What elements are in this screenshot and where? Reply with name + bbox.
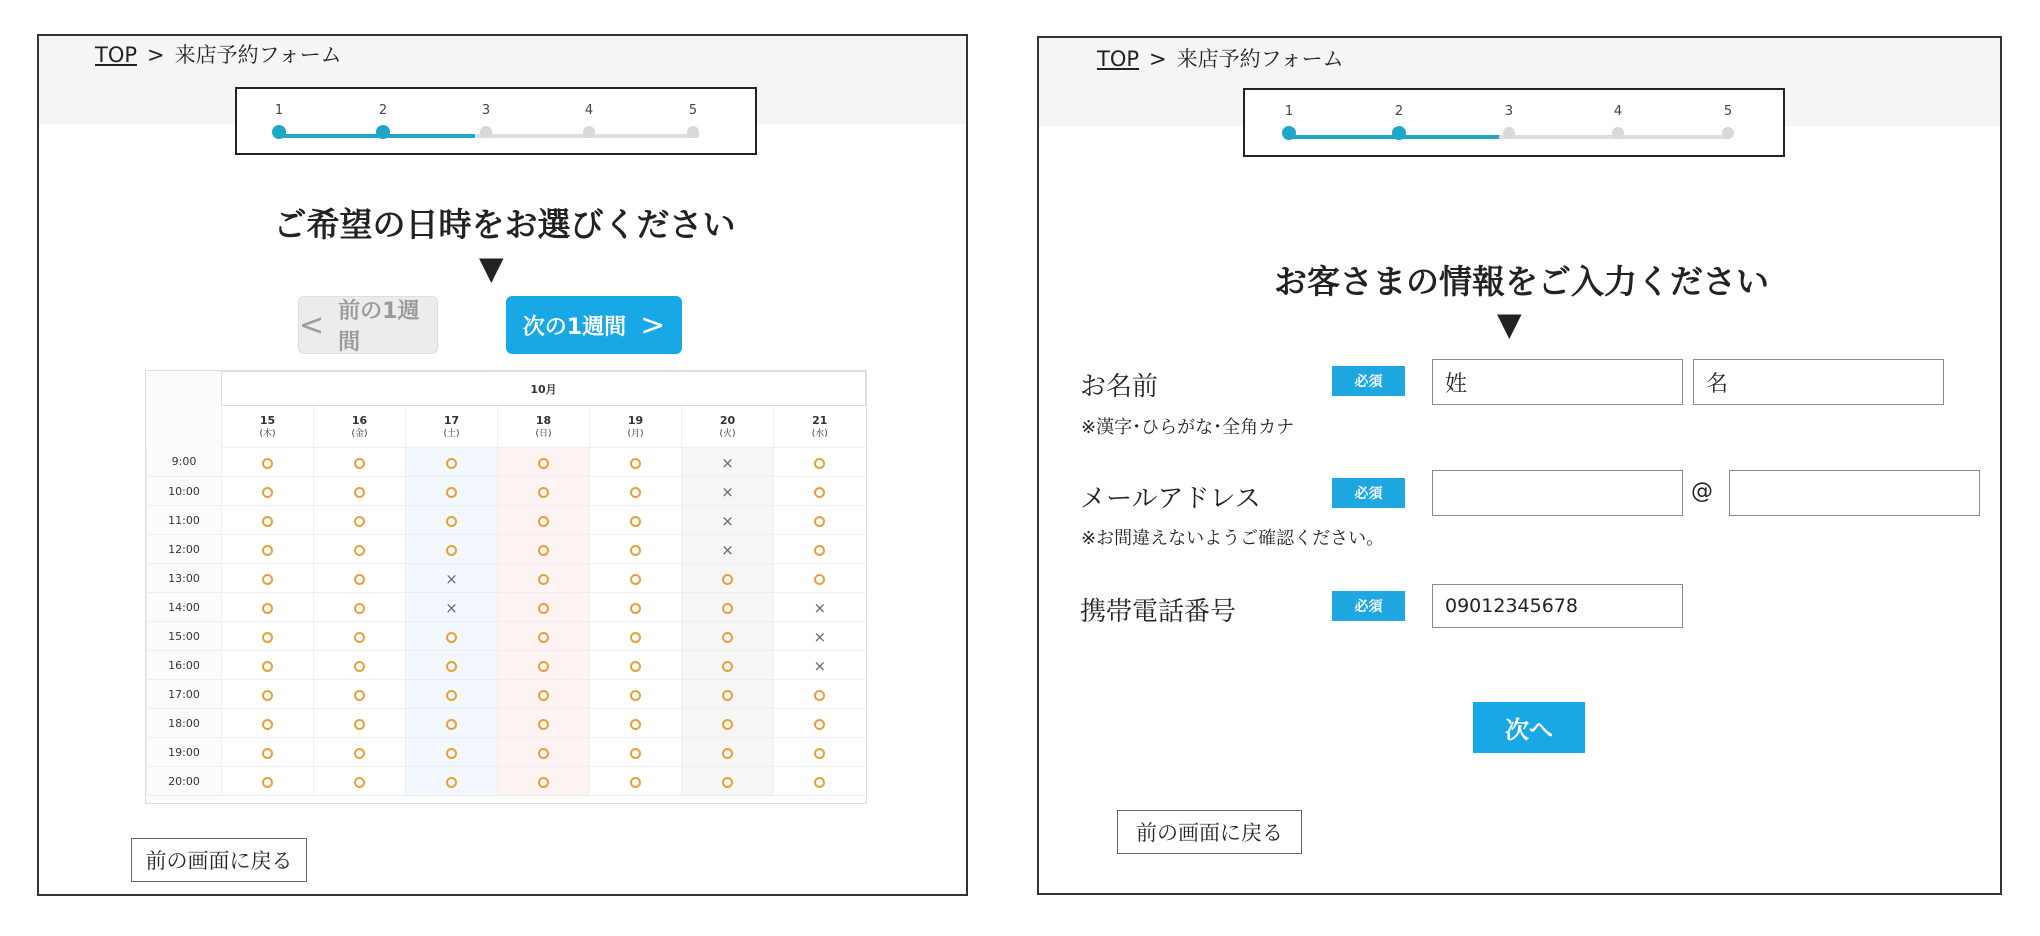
available-circle-icon [446, 545, 457, 556]
available-circle-icon [354, 458, 365, 469]
breadcrumb [95, 39, 342, 69]
available-slot[interactable] [774, 506, 866, 535]
available-slot[interactable] [682, 767, 774, 796]
available-circle-icon [630, 661, 641, 672]
phone-input[interactable]: 09012345678 [1432, 584, 1683, 628]
available-slot[interactable] [406, 738, 498, 767]
available-circle-icon [446, 661, 457, 672]
available-slot[interactable] [774, 680, 866, 709]
calendar-row [147, 738, 866, 767]
available-slot[interactable] [406, 535, 498, 564]
available-slot[interactable] [590, 622, 682, 651]
available-circle-icon [262, 603, 273, 614]
unavailable-slot [682, 477, 774, 506]
available-slot[interactable] [314, 593, 406, 622]
breadcrumb-top-link[interactable]: TOP [1097, 47, 1140, 71]
email-local-input[interactable] [1432, 470, 1683, 516]
calendar-month: 10月 [222, 372, 866, 406]
available-circle-icon [814, 516, 825, 527]
available-slot[interactable] [682, 738, 774, 767]
step-2: 2 [368, 103, 398, 139]
available-circle-icon [262, 516, 273, 527]
available-slot[interactable] [498, 535, 590, 564]
available-circle-icon [262, 458, 273, 469]
back-button[interactable]: 前の画面に戻る [131, 838, 307, 882]
available-slot[interactable] [222, 738, 314, 767]
step-5: 5 [1713, 104, 1743, 139]
unavailable-cross-icon: × [721, 482, 734, 501]
unavailable-cross-icon: × [721, 540, 734, 559]
available-slot[interactable] [222, 535, 314, 564]
email-domain-input[interactable] [1729, 470, 1980, 516]
available-slot[interactable] [774, 535, 866, 564]
date-selection-panel [37, 34, 968, 896]
email-label: メールアドレス [1080, 484, 1261, 514]
available-circle-icon [630, 632, 641, 643]
available-circle-icon [630, 748, 641, 759]
available-circle-icon [814, 545, 825, 556]
step-4: 4 [1603, 104, 1633, 139]
available-circle-icon [354, 777, 365, 788]
calendar-row [147, 564, 866, 593]
available-slot[interactable] [222, 709, 314, 738]
unavailable-cross-icon: × [721, 453, 734, 472]
calendar-row [147, 477, 866, 506]
time-label: 9:00 [147, 448, 222, 477]
step-5: 5 [678, 103, 708, 138]
available-slot[interactable] [314, 651, 406, 680]
available-circle-icon [354, 603, 365, 614]
available-slot[interactable] [314, 767, 406, 796]
available-slot[interactable] [222, 680, 314, 709]
available-slot[interactable] [406, 651, 498, 680]
available-slot[interactable] [682, 622, 774, 651]
unavailable-slot [774, 651, 866, 680]
available-slot[interactable] [498, 738, 590, 767]
available-slot[interactable] [498, 477, 590, 506]
available-circle-icon [262, 661, 273, 672]
available-circle-icon [538, 719, 549, 730]
available-circle-icon [262, 719, 273, 730]
calendar-corner [147, 372, 222, 406]
available-slot[interactable] [222, 593, 314, 622]
available-circle-icon [722, 690, 733, 701]
available-circle-icon [446, 690, 457, 701]
available-circle-icon [354, 574, 365, 585]
available-slot[interactable] [590, 593, 682, 622]
available-circle-icon [538, 690, 549, 701]
time-label: 12:00 [147, 535, 222, 564]
available-circle-icon [446, 748, 457, 759]
unavailable-cross-icon: × [813, 627, 827, 646]
first-name-input[interactable]: 名 [1693, 359, 1944, 405]
available-circle-icon [262, 632, 273, 643]
time-label: 14:00 [147, 593, 222, 622]
available-slot[interactable] [314, 680, 406, 709]
available-circle-icon [630, 458, 641, 469]
available-slot[interactable] [314, 564, 406, 593]
last-name-input[interactable]: 姓 [1432, 359, 1683, 405]
calendar-day-header: 19 (月) [590, 406, 682, 448]
available-slot[interactable] [498, 593, 590, 622]
available-circle-icon [722, 777, 733, 788]
available-slot[interactable] [498, 709, 590, 738]
calendar-row [147, 593, 866, 622]
step-4: 4 [574, 103, 604, 138]
time-label: 13:00 [147, 564, 222, 593]
breadcrumb-current: 来店予約フォーム [174, 43, 342, 67]
available-slot[interactable] [222, 477, 314, 506]
available-circle-icon [446, 487, 457, 498]
next-week-button[interactable] [506, 296, 682, 354]
chevron-right-icon: > [640, 307, 666, 343]
available-slot[interactable] [774, 564, 866, 593]
available-circle-icon [538, 632, 549, 643]
available-circle-icon [722, 661, 733, 672]
available-circle-icon [354, 545, 365, 556]
available-circle-icon [354, 632, 365, 643]
available-circle-icon [354, 719, 365, 730]
step-1: 1 [264, 103, 294, 139]
breadcrumb-separator: > [147, 43, 165, 67]
available-slot[interactable] [406, 680, 498, 709]
chevron-left-icon: < [299, 307, 325, 343]
available-circle-icon [262, 748, 273, 759]
breadcrumb-separator: > [1149, 47, 1167, 71]
available-circle-icon [630, 690, 641, 701]
calendar-day-header: 16 (金) [314, 406, 406, 448]
at-sign: @ [1691, 479, 1713, 504]
available-slot[interactable] [590, 448, 682, 477]
available-circle-icon [814, 690, 825, 701]
available-slot[interactable] [498, 622, 590, 651]
required-badge: 必須 [1332, 591, 1405, 621]
unavailable-slot [682, 448, 774, 477]
available-slot[interactable] [222, 564, 314, 593]
available-circle-icon [722, 719, 733, 730]
available-slot[interactable] [498, 564, 590, 593]
available-slot[interactable] [314, 622, 406, 651]
available-slot[interactable] [682, 709, 774, 738]
unavailable-slot [406, 593, 498, 622]
unavailable-cross-icon: × [813, 656, 827, 675]
time-label: 15:00 [147, 622, 222, 651]
available-circle-icon [262, 690, 273, 701]
available-slot[interactable] [498, 506, 590, 535]
available-circle-icon [446, 458, 457, 469]
available-circle-icon [262, 487, 273, 498]
available-circle-icon [630, 603, 641, 614]
available-circle-icon [630, 574, 641, 585]
calendar-day-header: 18 (日) [498, 406, 590, 448]
calendar-day-header: 17 (土) [406, 406, 498, 448]
unavailable-slot [774, 593, 866, 622]
calendar-row [147, 448, 866, 477]
unavailable-slot [774, 622, 866, 651]
time-label: 18:00 [147, 709, 222, 738]
available-slot[interactable] [682, 651, 774, 680]
page-heading: お客さまの情報をご入力ください [1274, 262, 1769, 301]
available-slot[interactable] [590, 680, 682, 709]
available-circle-icon [538, 516, 549, 527]
calendar-row [147, 622, 866, 651]
available-slot[interactable] [774, 477, 866, 506]
available-circle-icon [262, 545, 273, 556]
available-slot[interactable] [498, 448, 590, 477]
page-heading: ご希望の日時をお選びください [273, 205, 736, 244]
available-circle-icon [538, 458, 549, 469]
available-slot[interactable] [222, 448, 314, 477]
unavailable-slot [682, 506, 774, 535]
unavailable-slot [406, 564, 498, 593]
available-circle-icon [630, 545, 641, 556]
available-circle-icon [446, 516, 457, 527]
available-circle-icon [354, 690, 365, 701]
available-slot[interactable] [590, 709, 682, 738]
available-slot[interactable] [406, 448, 498, 477]
calendar-row [147, 535, 866, 564]
available-slot[interactable] [222, 767, 314, 796]
unavailable-cross-icon: × [721, 511, 734, 530]
progress-stepper [235, 87, 757, 155]
available-circle-icon [722, 603, 733, 614]
time-label: 20:00 [147, 767, 222, 796]
available-slot[interactable] [314, 477, 406, 506]
available-circle-icon [538, 574, 549, 585]
step-3: 3 [471, 103, 501, 138]
available-slot[interactable] [590, 767, 682, 796]
available-slot[interactable] [590, 564, 682, 593]
available-slot[interactable] [590, 651, 682, 680]
available-slot[interactable] [406, 477, 498, 506]
calendar-row [147, 680, 866, 709]
phone-label: 携帯電話番号 [1080, 597, 1237, 627]
available-slot[interactable] [590, 506, 682, 535]
available-circle-icon [814, 777, 825, 788]
available-circle-icon [814, 719, 825, 730]
available-slot[interactable] [498, 680, 590, 709]
unavailable-cross-icon: × [813, 598, 827, 617]
available-circle-icon [538, 545, 549, 556]
required-badge: 必須 [1332, 478, 1405, 508]
unavailable-cross-icon: × [445, 569, 458, 588]
time-label: 10:00 [147, 477, 222, 506]
available-circle-icon [814, 748, 825, 759]
arrow-down-icon: ▼ [479, 249, 504, 287]
calendar-day-header: 15 (木) [222, 406, 314, 448]
time-label: 11:00 [147, 506, 222, 535]
calendar-day-header: 21 (水) [774, 406, 866, 448]
arrow-down-icon: ▼ [1497, 305, 1522, 343]
customer-info-panel [1037, 36, 2002, 895]
available-slot[interactable] [682, 593, 774, 622]
email-note: ※お間違えないようご確認ください。 [1081, 528, 1385, 549]
required-badge: 必須 [1332, 366, 1405, 396]
available-circle-icon [538, 661, 549, 672]
available-slot[interactable] [774, 709, 866, 738]
unavailable-cross-icon: × [445, 598, 458, 617]
available-circle-icon [354, 661, 365, 672]
available-circle-icon [630, 777, 641, 788]
calendar-row [147, 767, 866, 796]
unavailable-slot [682, 535, 774, 564]
available-circle-icon [262, 574, 273, 585]
available-slot[interactable] [682, 564, 774, 593]
available-circle-icon [538, 487, 549, 498]
available-circle-icon [814, 487, 825, 498]
available-circle-icon [722, 632, 733, 643]
available-circle-icon [446, 777, 457, 788]
available-circle-icon [446, 632, 457, 643]
available-slot[interactable] [406, 767, 498, 796]
available-slot[interactable] [774, 448, 866, 477]
available-slot[interactable] [314, 506, 406, 535]
available-circle-icon [630, 487, 641, 498]
breadcrumb [1097, 43, 1344, 73]
available-circle-icon [446, 719, 457, 730]
available-slot[interactable] [314, 709, 406, 738]
available-circle-icon [814, 574, 825, 585]
step-1: 1 [1274, 104, 1304, 140]
available-circle-icon [630, 516, 641, 527]
available-circle-icon [538, 748, 549, 759]
available-slot[interactable] [590, 477, 682, 506]
calendar-row [147, 709, 866, 738]
calendar-row [147, 651, 866, 680]
available-slot[interactable] [314, 738, 406, 767]
available-circle-icon [262, 777, 273, 788]
available-slot[interactable] [222, 506, 314, 535]
available-circle-icon [354, 748, 365, 759]
calendar-row [147, 506, 866, 535]
calendar-corner [147, 406, 222, 448]
available-circle-icon [814, 458, 825, 469]
availability-calendar [145, 370, 867, 804]
available-circle-icon [538, 603, 549, 614]
available-slot[interactable] [498, 651, 590, 680]
breadcrumb-top-link[interactable]: TOP [95, 43, 138, 67]
available-slot[interactable] [222, 622, 314, 651]
available-slot[interactable] [590, 535, 682, 564]
next-button[interactable]: 次へ [1473, 702, 1585, 753]
available-circle-icon [630, 719, 641, 730]
available-slot[interactable] [682, 680, 774, 709]
next-week-label: 次の1週間 [522, 314, 627, 340]
available-circle-icon [354, 516, 365, 527]
available-slot[interactable] [406, 506, 498, 535]
available-slot[interactable] [774, 738, 866, 767]
available-circle-icon [722, 748, 733, 759]
time-label: 17:00 [147, 680, 222, 709]
available-slot[interactable] [774, 767, 866, 796]
available-circle-icon [722, 574, 733, 585]
name-note: ※漢字･ひらがな･全角カナ [1081, 417, 1295, 438]
time-label: 16:00 [147, 651, 222, 680]
available-slot[interactable] [406, 709, 498, 738]
back-button[interactable]: 前の画面に戻る [1117, 810, 1302, 854]
breadcrumb-current: 来店予約フォーム [1176, 47, 1344, 71]
step-3: 3 [1494, 104, 1524, 139]
available-slot[interactable] [406, 622, 498, 651]
calendar-day-header: 20 (火) [682, 406, 774, 448]
available-slot[interactable] [222, 651, 314, 680]
available-circle-icon [538, 777, 549, 788]
progress-stepper [1243, 88, 1785, 157]
available-slot[interactable] [498, 767, 590, 796]
prev-week-button[interactable] [298, 296, 438, 354]
name-label: お名前 [1080, 372, 1159, 402]
available-slot[interactable] [590, 738, 682, 767]
available-slot[interactable] [314, 448, 406, 477]
time-label: 19:00 [147, 738, 222, 767]
available-circle-icon [354, 487, 365, 498]
prev-week-label: 前の1週間 [338, 299, 420, 355]
step-2: 2 [1384, 104, 1414, 140]
available-slot[interactable] [314, 535, 406, 564]
